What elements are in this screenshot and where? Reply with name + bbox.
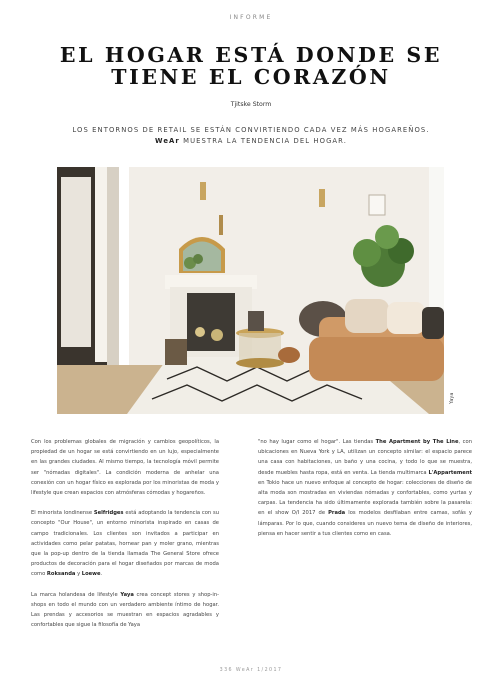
section-label: INFORME bbox=[229, 14, 273, 21]
standfirst-brand: WeAr bbox=[154, 137, 180, 145]
text: los modelos desfilaban entre camas, sofás y lámparas. Por lo que, cuando consideres un nuevo tema de diseño de interiores, piensa en hacer sentir a tus clientes como en casa. bbox=[258, 510, 472, 537]
text: La marca holandesa de lifestyle bbox=[31, 591, 121, 598]
paragraph-1: Con los problemas globales de migración y cambios geopolíticos, la propiedad de un hogar se está convirtiendo en un lujo, especialmente en las grandes ciudades. Al mismo tiempo, la tecnología móvil permite ser "nómadas digitales". La condición moderna de anhelar una conexión con un hogar físico es explorada por los minoristas de moda y lifestyle que crean espacios con atmósferas cómodas y hogareños. bbox=[31, 439, 219, 497]
brand-roksanda: Roksanda bbox=[46, 571, 76, 578]
text: El minorista londinense bbox=[31, 510, 94, 517]
standfirst bbox=[40, 125, 462, 147]
text: , con ubicaciones en Nueva York y LA, utilizan un concepto similar: el espacio parece una casa con habitaciones, un baño y una cocina, y todo lo que se muestra, desde muebles hasta ropa, está en venta. La tienda multimarca bbox=[258, 439, 472, 476]
author-byline: Tjitske Storm bbox=[230, 101, 272, 108]
text: y bbox=[75, 571, 82, 578]
text: en Tokio hace un nuevo enfoque al concepto de hogar: colecciones de diseño de alta moda son mostradas en viviendas nómadas y confortables, como yurtas y carpas. La tendencia ha sido últimamente explorada también sobre la pasarela: en el show O/I 2017 de bbox=[258, 479, 472, 517]
brand-lappartement: L'Appartement bbox=[428, 469, 472, 476]
brand-selfridges: Selfridges bbox=[93, 510, 124, 517]
body-column-right bbox=[258, 437, 472, 549]
brand-loewe: Loewe bbox=[81, 571, 101, 578]
text: "no hay lugar como el hogar". Las tiendas bbox=[258, 439, 376, 445]
headline bbox=[30, 44, 472, 88]
text: . bbox=[100, 571, 103, 578]
interior-illustration bbox=[57, 167, 444, 414]
paragraph-2 bbox=[31, 508, 219, 579]
standfirst-line-2: MUESTRA LA TENDENCIA DEL HOGAR. bbox=[179, 137, 348, 145]
body-column-left bbox=[31, 437, 219, 640]
paragraph-4 bbox=[258, 437, 472, 539]
text: está adoptando la tendencia con su concepto "Our House", un entorno minorista inspirado en casas de campo tradicionales. Los clientes son invitados a participar en actividades como pelar patatas, hornear pan y moler grano, mientras que la pop-up dentro de la tienda llamada The General Store ofrece productos de decoración para el hogar diseñados por marcas de moda como bbox=[31, 510, 219, 578]
paragraph-3 bbox=[31, 590, 219, 631]
text: crea concept stores y shop-in-shops en todo el mundo con un verdadero ambiente íntimo de hogar. Las prendas y accesorios se muestran en espacios agradables y confortables que sigue la filosofía de Yaya bbox=[31, 591, 220, 629]
brand-prada: Prada bbox=[328, 510, 346, 517]
interior-photo bbox=[57, 167, 444, 414]
standfirst-line-1: LOS ENTORNOS DE RETAIL SE ESTÁN CONVIRTIENDO CADA VEZ MÁS HOGAREÑOS. bbox=[72, 126, 430, 134]
page-folio: 336 WeAr 1/2017 bbox=[219, 668, 283, 673]
brand-apartment-by-the-line: The Apartment by The Line bbox=[375, 439, 459, 445]
brand-yaya: Yaya bbox=[120, 591, 134, 598]
headline-line-2: TIENE EL CORAZÓN bbox=[111, 65, 391, 89]
photo-credit: Yaya bbox=[449, 392, 455, 404]
headline-line-1: EL HOGAR ESTÁ DONDE SE bbox=[59, 43, 443, 67]
